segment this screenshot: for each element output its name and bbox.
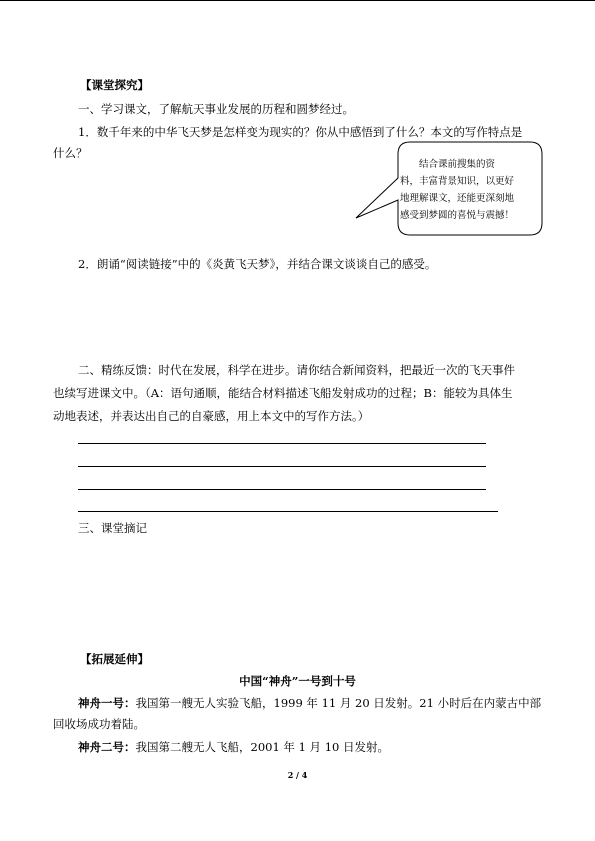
bubble-line: 地理解课文，还能更深刻地 <box>399 193 514 204</box>
shenzhou-1-text-cont: 回收场成功着陆。 <box>53 717 145 731</box>
bubble-text <box>392 156 522 224</box>
answer-line <box>78 443 486 444</box>
article-title: 中国“神舟”一号到十号 <box>239 674 356 688</box>
bubble-line: 感受到梦圆的喜悦与震撼！ <box>399 210 514 221</box>
answer-line <box>78 511 498 512</box>
question-1-line-2: 什么？ <box>53 146 88 160</box>
answer-line <box>78 466 486 467</box>
page-number: 2 / 4 <box>287 770 308 780</box>
shenzhou-2-entry <box>78 739 389 755</box>
answer-line <box>78 489 486 490</box>
bubble-line: 料，丰富背景知识，以更好 <box>399 176 514 187</box>
task-2-line-2: 也续写进课文中。（A：语句通顺，能结合材料描述飞船发射成功的过程；B：能较为具体生 <box>53 386 513 400</box>
shenzhou-2-label: 神舟二号： <box>78 740 136 754</box>
section-notes-title: 三、课堂摘记 <box>78 521 147 535</box>
bubble-line: 结合课前搜集的资 <box>418 159 495 170</box>
shenzhou-1-text: 我国第一艘无人实验飞船，1999 年 11 月 20 日发射。21 小时后在内蒙古中部 <box>135 696 542 710</box>
question-1-line-1: 1．数千年来的中华飞天梦是怎样变为现实的？你从中感悟到了什么？本文的写作特点是 <box>78 125 523 139</box>
section-heading-classroom: 【课堂探究】 <box>80 78 149 92</box>
shenzhou-1-label: 神舟一号： <box>78 696 136 710</box>
section-heading-extension: 【拓展延伸】 <box>80 652 149 666</box>
task-2-line-3: 动地表述，并表达出自己的自豪感，用上本文中的写作方法。） <box>53 409 370 423</box>
shenzhou-1-entry <box>78 695 541 711</box>
shenzhou-2-text: 我国第二艘无人飞船，2001 年 1 月 10 日发射。 <box>135 740 389 754</box>
header-rule <box>0 0 595 1</box>
task-1-text: 一、学习课文，了解航天事业发展的历程和圆梦经过。 <box>78 102 354 116</box>
question-2: 2．朗诵“阅读链接”中的《炎黄飞天梦》，并结合课文谈谈自己的感受。 <box>78 257 437 271</box>
task-2-line-1: 二、精练反馈：时代在发展，科学在进步。请你结合新闻资料，把最近一次的飞天事件 <box>78 363 515 377</box>
